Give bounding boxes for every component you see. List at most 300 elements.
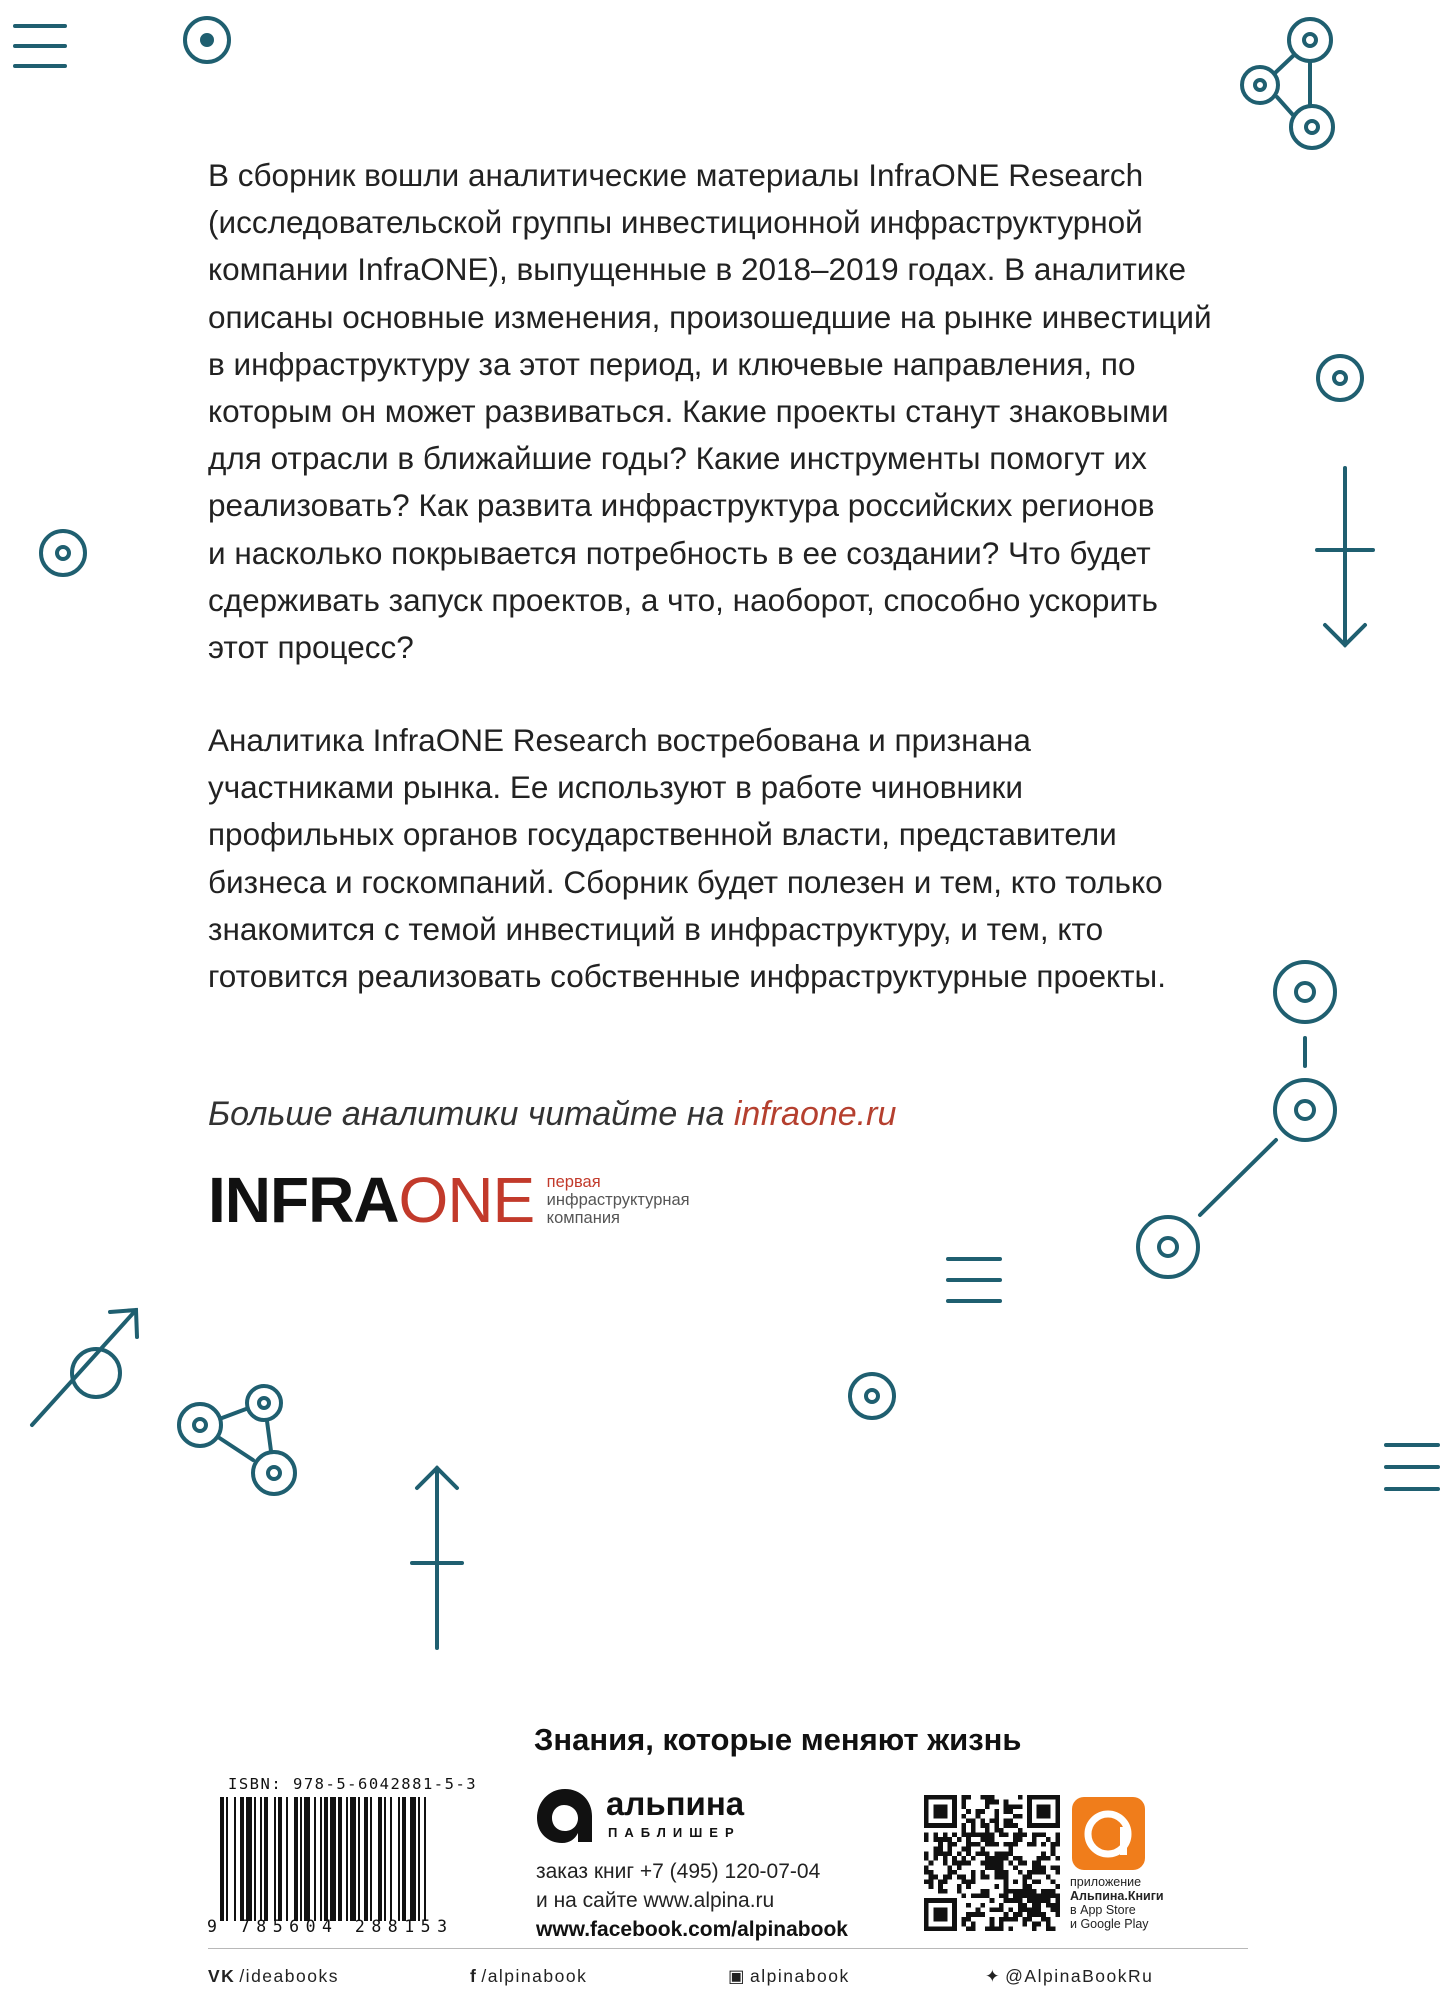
qr-module: [985, 1926, 990, 1931]
qr-module: [924, 1837, 929, 1842]
qr-module: [1022, 1833, 1027, 1838]
qr-module: [1008, 1809, 1013, 1814]
qr-module: [924, 1795, 929, 1800]
qr-module: [1041, 1814, 1046, 1819]
qr-module: [1041, 1809, 1046, 1814]
barcode-bar: [278, 1797, 282, 1921]
text-line: компании InfraONE), выпущенные в 2018–2019 годах. В аналитике: [208, 251, 1187, 288]
qr-module: [990, 1842, 995, 1847]
qr-module: [1041, 1804, 1046, 1809]
qr-module: [938, 1842, 943, 1847]
qr-module: [929, 1861, 934, 1866]
footer-divider: [208, 1948, 1248, 1949]
qr-module: [1004, 1818, 1009, 1823]
qr-module: [962, 1875, 967, 1880]
qr-module: [952, 1814, 957, 1819]
qr-module: [994, 1814, 999, 1819]
order-phone: заказ книг +7 (495) 120-07-04: [536, 1860, 821, 1883]
alpina-app-icon[interactable]: [1072, 1797, 1145, 1870]
qr-module: [1032, 1865, 1037, 1870]
qr-module: [1046, 1926, 1051, 1931]
qr-module: [933, 1833, 938, 1838]
qr-module: [1027, 1814, 1032, 1819]
qr-module: [971, 1926, 976, 1931]
qr-module: [957, 1851, 962, 1856]
qr-module: [980, 1903, 985, 1908]
qr-module: [929, 1875, 934, 1880]
qr-module: [947, 1851, 952, 1856]
qr-module: [1013, 1837, 1018, 1842]
qr-module: [994, 1870, 999, 1875]
qr-module: [966, 1861, 971, 1866]
more-analytics-line: [208, 1095, 896, 1134]
barcode-bar: [320, 1797, 322, 1921]
barcode-bar: [234, 1797, 236, 1921]
qr-module: [1004, 1898, 1009, 1903]
qr-module: [1022, 1893, 1027, 1898]
qr-module: [994, 1926, 999, 1931]
qr-module: [980, 1833, 985, 1838]
qr-module: [1018, 1795, 1023, 1800]
qr-module: [994, 1809, 999, 1814]
qr-module: [929, 1884, 934, 1889]
qr-module: [1018, 1893, 1023, 1898]
qr-module: [938, 1837, 943, 1842]
qr-module: [947, 1898, 952, 1903]
qr-module: [924, 1917, 929, 1922]
qr-module: [1037, 1898, 1042, 1903]
qr-module: [1018, 1898, 1023, 1903]
qr-module: [994, 1851, 999, 1856]
qr-module: [962, 1804, 967, 1809]
qr-module: [985, 1842, 990, 1847]
app-store-text: [1070, 1875, 1164, 1931]
qr-module: [1051, 1847, 1056, 1852]
qr-module: [947, 1926, 952, 1931]
logo-one: ONE: [398, 1164, 535, 1236]
qr-module: [938, 1809, 943, 1814]
target-icon: [850, 1374, 894, 1418]
qr-module: [1027, 1870, 1032, 1875]
qr-module: [947, 1837, 952, 1842]
qr-module: [1013, 1833, 1018, 1838]
qr-module: [1041, 1823, 1046, 1828]
qr-module: [1055, 1903, 1060, 1908]
qr-module: [952, 1800, 957, 1805]
qr-module: [980, 1851, 985, 1856]
qr-module: [976, 1912, 981, 1917]
barcode-bar: [294, 1797, 298, 1921]
qr-module: [1046, 1903, 1051, 1908]
qr-module: [999, 1917, 1004, 1922]
qr-module: [966, 1818, 971, 1823]
app-text-line: приложение: [1070, 1875, 1142, 1889]
order-info: [536, 1857, 848, 1944]
text-line: бизнеса и госкомпаний. Сборник будет полезен и тем, кто только: [208, 863, 1163, 900]
qr-module: [938, 1926, 943, 1931]
qr-module: [924, 1800, 929, 1805]
text-line: для отрасли в ближайшие годы? Какие инструменты помогут их: [208, 440, 1147, 477]
qr-module: [933, 1804, 938, 1809]
qr-module: [1022, 1889, 1027, 1894]
qr-module: [990, 1917, 995, 1922]
qr-module: [952, 1917, 957, 1922]
qr-module: [1018, 1856, 1023, 1861]
barcode-bar: [370, 1797, 372, 1921]
qr-module: [962, 1833, 967, 1838]
qr-module: [1037, 1922, 1042, 1927]
qr-module: [924, 1922, 929, 1927]
qr-module: [962, 1828, 967, 1833]
qr-module: [980, 1912, 985, 1917]
qr-module: [943, 1837, 948, 1842]
qr-module: [952, 1795, 957, 1800]
target-icon: [41, 531, 85, 575]
qr-module: [1051, 1903, 1056, 1908]
qr-module: [1055, 1870, 1060, 1875]
qr-module: [943, 1875, 948, 1880]
qr-module: [947, 1823, 952, 1828]
qr-module: [962, 1879, 967, 1884]
qr-module: [1051, 1795, 1056, 1800]
qr-module: [957, 1889, 962, 1894]
qr-module: [971, 1823, 976, 1828]
qr-code-icon[interactable]: [924, 1795, 1060, 1931]
qr-module: [976, 1814, 981, 1819]
qr-module: [938, 1912, 943, 1917]
qr-module: [985, 1889, 990, 1894]
qr-module: [1055, 1884, 1060, 1889]
text-line: этот процесс?: [208, 629, 414, 666]
qr-module: [1032, 1837, 1037, 1842]
qr-module: [966, 1842, 971, 1847]
qr-module: [1013, 1823, 1018, 1828]
qr-module: [924, 1903, 929, 1908]
qr-module: [994, 1800, 999, 1805]
text-line: профильных органов государственной власти, представители: [208, 816, 1117, 853]
qr-module: [1018, 1837, 1023, 1842]
qr-module: [1018, 1870, 1023, 1875]
qr-module: [1037, 1809, 1042, 1814]
qr-module: [952, 1823, 957, 1828]
barcode-bar: [378, 1797, 382, 1921]
qr-module: [966, 1837, 971, 1842]
barcode-bar: [254, 1797, 256, 1921]
qr-module: [985, 1837, 990, 1842]
qr-module: [924, 1926, 929, 1931]
alpina-logo-icon: [534, 1785, 596, 1847]
qr-module: [924, 1833, 929, 1838]
qr-module: [980, 1818, 985, 1823]
qr-module: [1022, 1903, 1027, 1908]
qr-module: [1032, 1823, 1037, 1828]
order-site[interactable]: и на сайте www.alpina.ru: [536, 1889, 775, 1912]
qr-module: [1032, 1922, 1037, 1927]
barcode-bar: [402, 1797, 406, 1921]
qr-module: [962, 1856, 967, 1861]
tagline-line: компания: [546, 1209, 620, 1227]
social-twitter[interactable]: [985, 1966, 1153, 1987]
qr-module: [952, 1804, 957, 1809]
qr-module: [999, 1833, 1004, 1838]
facebook-link[interactable]: www.facebook.com/alpinabook: [536, 1918, 848, 1941]
qr-module: [980, 1893, 985, 1898]
social-instagram[interactable]: [728, 1966, 850, 1987]
barcode-bar: [346, 1797, 348, 1921]
qr-module: [1041, 1889, 1046, 1894]
qr-module: [980, 1823, 985, 1828]
qr-module: [962, 1917, 967, 1922]
qr-module: [962, 1823, 967, 1828]
text-line: (исследовательской группы инвестиционной инфраструктурной: [208, 204, 1143, 241]
qr-module: [1055, 1804, 1060, 1809]
qr-module: [980, 1870, 985, 1875]
qr-module: [924, 1879, 929, 1884]
barcode-bar: [418, 1797, 420, 1921]
qr-module: [999, 1875, 1004, 1880]
qr-module: [933, 1847, 938, 1852]
qr-module: [947, 1870, 952, 1875]
qr-module: [1008, 1818, 1013, 1823]
qr-module: [952, 1861, 957, 1866]
qr-module: [952, 1856, 957, 1861]
qr-module: [990, 1833, 995, 1838]
barcode-bar: [240, 1797, 244, 1921]
qr-module: [1004, 1889, 1009, 1894]
qr-module: [933, 1912, 938, 1917]
publisher-name: альпина: [606, 1785, 745, 1822]
qr-module: [943, 1912, 948, 1917]
qr-module: [994, 1861, 999, 1866]
qr-module: [990, 1837, 995, 1842]
qr-module: [1022, 1908, 1027, 1913]
qr-module: [952, 1809, 957, 1814]
qr-module: [1004, 1912, 1009, 1917]
qr-module: [990, 1795, 995, 1800]
qr-module: [938, 1814, 943, 1819]
qr-module: [999, 1870, 1004, 1875]
qr-module: [1055, 1908, 1060, 1913]
qr-module: [1018, 1828, 1023, 1833]
qr-module: [1013, 1842, 1018, 1847]
social-vk[interactable]: [208, 1966, 339, 1987]
qr-module: [1037, 1893, 1042, 1898]
qr-module: [938, 1804, 943, 1809]
qr-module: [966, 1851, 971, 1856]
qr-module: [1004, 1833, 1009, 1838]
barcode-bar: [350, 1797, 356, 1921]
qr-module: [1008, 1804, 1013, 1809]
qr-module: [1004, 1809, 1009, 1814]
barcode-bar: [220, 1797, 224, 1921]
qr-module: [1013, 1898, 1018, 1903]
qr-module: [952, 1833, 957, 1838]
qr-module: [1055, 1818, 1060, 1823]
qr-module: [1032, 1908, 1037, 1913]
qr-module: [1055, 1814, 1060, 1819]
qr-module: [1008, 1851, 1013, 1856]
qr-module: [1037, 1804, 1042, 1809]
qr-module: [994, 1908, 999, 1913]
app-text-line: в App Store: [1070, 1903, 1136, 1917]
qr-module: [994, 1884, 999, 1889]
qr-module: [1027, 1842, 1032, 1847]
qr-module: [985, 1856, 990, 1861]
qr-module: [943, 1804, 948, 1809]
down-arrow-icon: [1317, 468, 1373, 645]
qr-module: [933, 1898, 938, 1903]
qr-module: [938, 1908, 943, 1913]
qr-module: [1018, 1861, 1023, 1866]
qr-module: [990, 1898, 995, 1903]
qr-module: [1046, 1917, 1051, 1922]
qr-module: [1008, 1908, 1013, 1913]
qr-module: [957, 1865, 962, 1870]
qr-module: [1008, 1889, 1013, 1894]
qr-module: [1055, 1837, 1060, 1842]
qr-module: [994, 1828, 999, 1833]
qr-module: [962, 1893, 967, 1898]
vk-icon: VK: [208, 1966, 236, 1986]
qr-module: [1051, 1908, 1056, 1913]
qr-module: [999, 1893, 1004, 1898]
qr-module: [1041, 1842, 1046, 1847]
qr-module: [966, 1884, 971, 1889]
qr-module: [1041, 1833, 1046, 1838]
qr-module: [1032, 1903, 1037, 1908]
text-line: участниками рынка. Ее используют в работе чиновники: [208, 769, 1023, 806]
qr-module: [1046, 1809, 1051, 1814]
qr-module: [966, 1795, 971, 1800]
qr-module: [1041, 1917, 1046, 1922]
qr-module: [1008, 1847, 1013, 1852]
qr-module: [1046, 1875, 1051, 1880]
description-paragraph-1: [208, 152, 1212, 671]
qr-module: [1004, 1917, 1009, 1922]
qr-module: [1055, 1842, 1060, 1847]
qr-module: [1041, 1898, 1046, 1903]
qr-module: [943, 1917, 948, 1922]
qr-module: [1018, 1833, 1023, 1838]
qr-module: [1055, 1856, 1060, 1861]
qr-module: [924, 1865, 929, 1870]
qr-module: [994, 1865, 999, 1870]
qr-module: [971, 1875, 976, 1880]
qr-module: [1037, 1870, 1042, 1875]
qr-module: [943, 1926, 948, 1931]
barcode-bar: [274, 1797, 276, 1921]
text-line: Аналитика InfraONE Research востребована и признана: [208, 722, 1031, 758]
qr-module: [943, 1851, 948, 1856]
text-line: сдерживать запуск проектов, а что, наоборот, способно ускорить: [208, 581, 1158, 618]
qr-module: [924, 1908, 929, 1913]
app-name: Альпина.Книги: [1070, 1889, 1164, 1903]
qr-module: [1022, 1917, 1027, 1922]
qr-module: [943, 1795, 948, 1800]
qr-module: [990, 1856, 995, 1861]
qr-module: [1041, 1912, 1046, 1917]
qr-module: [1041, 1870, 1046, 1875]
qr-module: [929, 1879, 934, 1884]
qr-module: [1013, 1912, 1018, 1917]
qr-module: [1041, 1865, 1046, 1870]
qr-module: [994, 1823, 999, 1828]
qr-module: [924, 1870, 929, 1875]
qr-module: [929, 1898, 934, 1903]
qr-module: [966, 1847, 971, 1852]
circle-arrow-icon: [32, 1310, 137, 1425]
publisher-subtitle: ПАБЛИШЕР: [608, 1825, 741, 1840]
qr-module: [1046, 1893, 1051, 1898]
qr-module: [1037, 1856, 1042, 1861]
barcode-bar: [338, 1797, 342, 1921]
qr-module: [938, 1795, 943, 1800]
qr-module: [999, 1851, 1004, 1856]
qr-module: [1027, 1917, 1032, 1922]
qr-module: [1051, 1889, 1056, 1894]
social-instagram-text: alpinabook: [750, 1966, 850, 1986]
qr-module: [1027, 1800, 1032, 1805]
qr-module: [985, 1893, 990, 1898]
barcode-bar: [410, 1797, 416, 1921]
social-facebook[interactable]: [470, 1966, 587, 1987]
isbn-label: ISBN: 978-5-6042881-5-3: [228, 1775, 478, 1793]
qr-module: [957, 1884, 962, 1889]
qr-module: [1037, 1823, 1042, 1828]
qr-module: [1046, 1823, 1051, 1828]
qr-module: [999, 1856, 1004, 1861]
qr-module: [1037, 1861, 1042, 1866]
qr-module: [1027, 1893, 1032, 1898]
qr-module: [933, 1814, 938, 1819]
qr-module: [952, 1922, 957, 1927]
text-line: в инфраструктуру за этот период, и ключевые направления, по: [208, 345, 1136, 382]
barcode-bar: [226, 1797, 228, 1921]
qr-module: [1022, 1875, 1027, 1880]
qr-module: [1018, 1903, 1023, 1908]
qr-module: [1027, 1884, 1032, 1889]
barcode-bar: [300, 1797, 302, 1921]
qr-module: [924, 1898, 929, 1903]
qr-module: [1027, 1898, 1032, 1903]
qr-module: [971, 1828, 976, 1833]
qr-module: [943, 1861, 948, 1866]
qr-module: [943, 1856, 948, 1861]
qr-module: [1046, 1814, 1051, 1819]
qr-module: [1055, 1898, 1060, 1903]
qr-module: [962, 1795, 967, 1800]
molecule-icon: [179, 1386, 295, 1494]
qr-module: [985, 1804, 990, 1809]
qr-module: [938, 1879, 943, 1884]
more-analytics-text: Больше аналитики читайте на: [208, 1095, 734, 1133]
barcode-bar: [304, 1797, 310, 1921]
alpina-publisher-logo: [534, 1785, 764, 1849]
qr-module: [990, 1908, 995, 1913]
qr-module: [943, 1833, 948, 1838]
qr-module: [933, 1851, 938, 1856]
qr-module: [924, 1814, 929, 1819]
barcode-bar: [398, 1797, 400, 1921]
qr-module: [994, 1818, 999, 1823]
qr-module: [933, 1823, 938, 1828]
qr-module: [1046, 1856, 1051, 1861]
qr-module: [1004, 1879, 1009, 1884]
infraone-link[interactable]: infraone.ru: [733, 1095, 897, 1133]
qr-module: [1022, 1879, 1027, 1884]
up-arrow-icon: [412, 1468, 462, 1648]
qr-module: [1004, 1800, 1009, 1805]
